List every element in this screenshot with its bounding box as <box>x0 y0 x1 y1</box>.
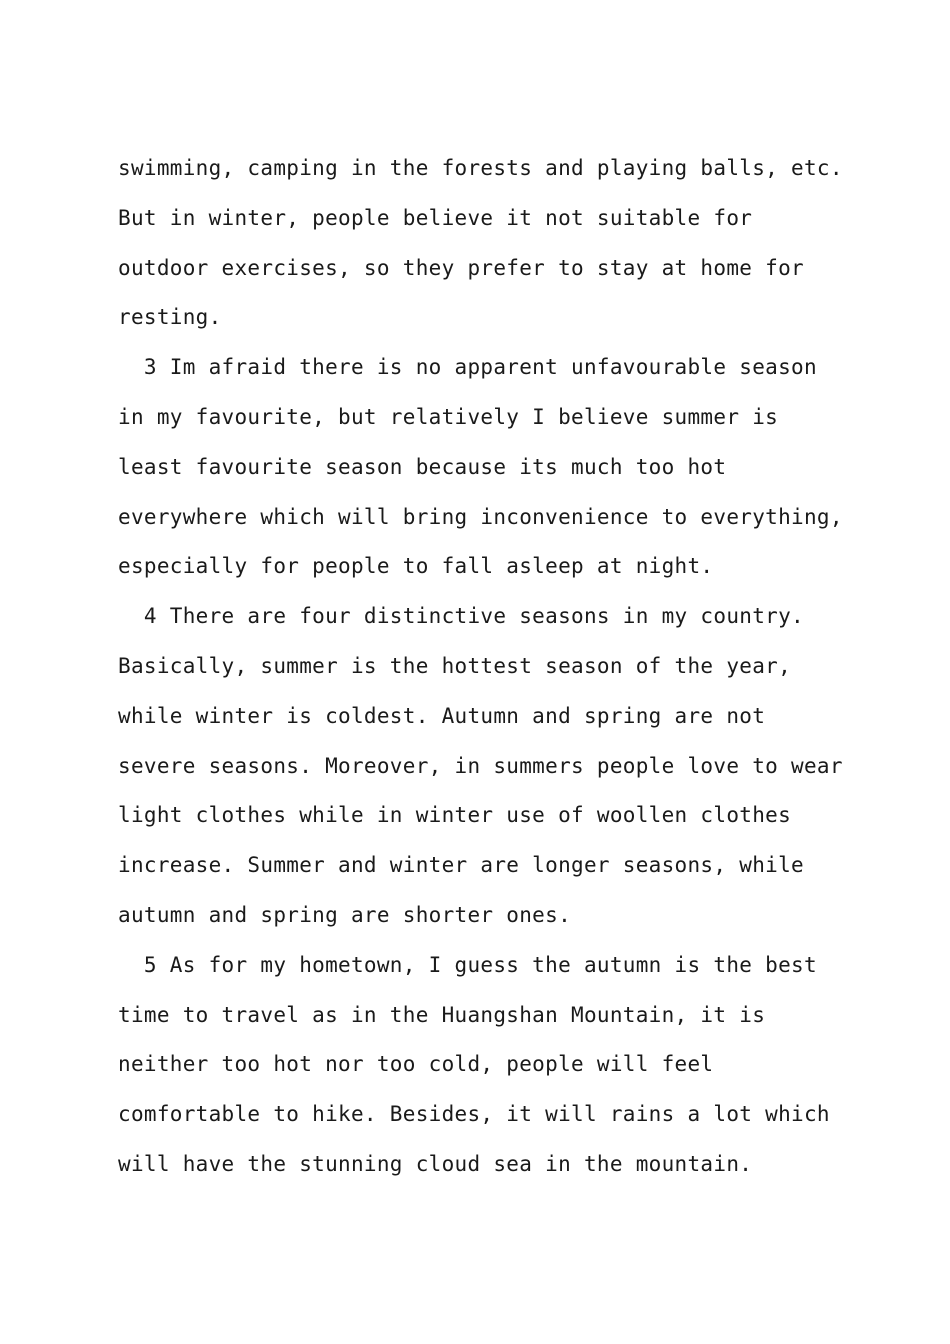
text-line: resting. <box>118 305 222 330</box>
paragraph-3-start: 3 Im afraid there is no apparent unfavourable season <box>118 355 817 380</box>
text-line: in my favourite, but relatively I believe summer is <box>118 404 779 429</box>
text-line: swimming, camping in the forests and playing balls, etc. <box>118 156 843 180</box>
document-body <box>118 144 858 1190</box>
text-line: while winter is coldest. Autumn and spring are not <box>118 703 766 728</box>
text-line: autumn and spring are shorter ones. <box>118 902 572 927</box>
text-line: least favourite season because its much too hot <box>118 454 727 479</box>
text-line: Basically, summer is the hottest season of the year, <box>118 653 792 678</box>
text-line: outdoor exercises, so they prefer to stay at home for <box>118 255 804 280</box>
text-line: light clothes while in winter use of woollen clothes <box>118 803 792 828</box>
text-line: severe seasons. Moreover, in summers people love to wear <box>118 753 843 778</box>
text-line: time to travel as in the Huangshan Mountain, it is <box>118 1002 766 1027</box>
text-line: especially for people to fall asleep at night. <box>118 554 714 579</box>
paragraph-5-start: 5 As for my hometown, I guess the autumn is the best <box>118 952 817 977</box>
text-line: increase. Summer and winter are longer seasons, while <box>118 853 804 878</box>
text-line: will have the stunning cloud sea in the mountain. <box>118 1151 753 1176</box>
text-line: comfortable to hike. Besides, it will rains a lot which <box>118 1102 830 1127</box>
paragraph-4-start: 4 There are four distinctive seasons in my country. <box>118 604 804 629</box>
text-line: neither too hot nor too cold, people will feel <box>118 1052 714 1077</box>
text-line: everywhere which will bring inconvenience to everything, <box>118 504 843 529</box>
text-line: But in winter, people believe it not suitable for <box>118 205 753 230</box>
